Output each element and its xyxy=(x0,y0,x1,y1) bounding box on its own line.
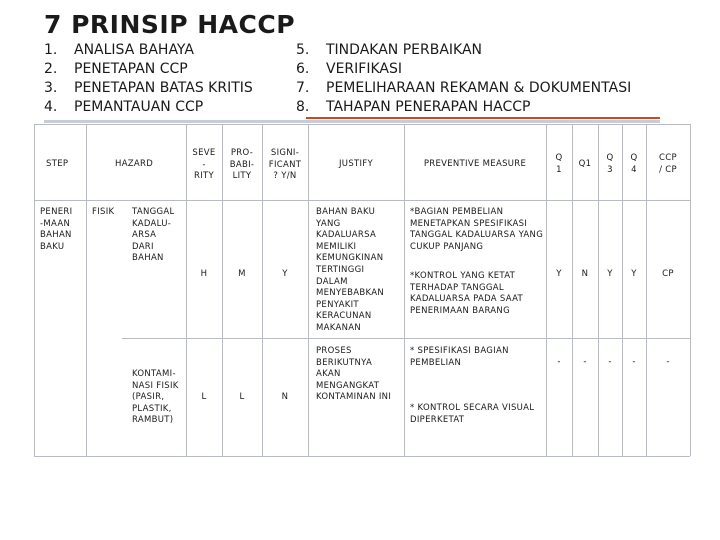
principle-text: ANALISA BAHAYA xyxy=(74,42,194,58)
justify-cell: PROSES BERIKUTNYA AKAN MENGANGKAT KONTAMINAN INI xyxy=(316,346,392,403)
principle-number: 7. xyxy=(296,80,310,96)
q3-cell: Y xyxy=(607,269,613,279)
justify-cell: BAHAN BAKU YANG KADALUARSA MEMILIKI KEMUNGKINAN TERTINGGI DALAM MENYEBABKAN PENYAKIT KERACUNAN MAKANAN xyxy=(316,207,385,333)
principle-text: PENETAPAN CCP xyxy=(74,61,188,77)
principle-number: 2. xyxy=(44,61,58,77)
header-q4: Q 4 xyxy=(630,153,638,175)
principle-number: 5. xyxy=(296,42,310,58)
principle-item xyxy=(296,79,631,98)
principle-item xyxy=(296,60,631,79)
header-significant: SIGNI- FICANT ? Y/N xyxy=(268,148,302,182)
header-severity: SEVE - RITY xyxy=(192,148,216,182)
row-divider xyxy=(122,338,690,339)
title-accent-divider xyxy=(306,117,660,119)
probability-cell: L xyxy=(239,392,245,402)
principle-item xyxy=(296,98,631,117)
q2-cell: N xyxy=(581,269,589,279)
q3-cell: - xyxy=(608,357,612,367)
significant-cell: Y xyxy=(282,269,288,279)
principles-list-right xyxy=(296,41,631,117)
table-border-left xyxy=(34,124,35,456)
principle-item xyxy=(44,41,253,60)
header-q1: Q 1 xyxy=(555,153,563,175)
principle-text: VERIFIKASI xyxy=(326,61,402,77)
column-divider xyxy=(86,124,87,456)
header-q2: Q1 xyxy=(578,159,592,169)
severity-cell: L xyxy=(201,392,207,402)
principles-list-left xyxy=(44,41,253,117)
principle-text: TAHAPAN PENERAPAN HACCP xyxy=(326,99,531,115)
header-hazard: HAZARD xyxy=(115,159,154,169)
principle-number: 8. xyxy=(296,99,310,115)
principle-item xyxy=(296,41,631,60)
hazard-type-cell: FISIK xyxy=(92,207,115,217)
header-step: STEP xyxy=(46,159,69,169)
severity-cell: H xyxy=(200,269,208,279)
principle-number: 6. xyxy=(296,61,310,77)
principle-text: TINDAKAN PERBAIKAN xyxy=(326,42,483,58)
ccp-cell: - xyxy=(666,357,670,367)
q4-cell: Y xyxy=(631,269,637,279)
title-shadow-divider xyxy=(44,120,660,123)
table-border-top xyxy=(34,124,690,125)
page-title: 7 PRINSIP HACCP xyxy=(44,10,296,39)
principle-text: PENETAPAN BATAS KRITIS xyxy=(74,80,253,96)
q2-cell: - xyxy=(583,357,587,367)
principle-number: 3. xyxy=(44,80,58,96)
preventive-cell: * KONTROL SECARA VISUAL DIPERKETAT xyxy=(410,403,535,425)
principle-item xyxy=(44,98,253,117)
header-divider xyxy=(34,200,690,201)
preventive-cell: *KONTROL YANG KETAT TERHADAP TANGGAL KADALUARSA PADA SAAT PENERIMAAN BARANG xyxy=(410,271,524,316)
probability-cell: M xyxy=(238,269,246,279)
principle-text: PEMANTAUAN CCP xyxy=(74,99,204,115)
principle-number: 4. xyxy=(44,99,58,115)
column-divider xyxy=(404,124,405,456)
significant-cell: N xyxy=(281,392,289,402)
step-cell: PENERI -MAAN BAHAN BAKU xyxy=(40,207,73,252)
principle-item xyxy=(44,79,253,98)
principle-text: PEMELIHARAAN REKAMAN & DOKUMENTASI xyxy=(326,80,632,96)
column-divider xyxy=(308,124,309,456)
header-probability: PRO- BABI- LITY xyxy=(229,148,255,182)
column-divider xyxy=(572,124,573,456)
principle-item xyxy=(44,60,253,79)
header-preventive: PREVENTIVE MEASURE xyxy=(423,159,527,169)
header-q3: Q 3 xyxy=(606,153,614,175)
table-border-right xyxy=(690,124,691,456)
header-justify: JUSTIFY xyxy=(338,159,373,169)
table-border-bottom xyxy=(34,456,690,457)
ccp-cell: CP xyxy=(662,269,674,279)
q1-cell: - xyxy=(557,357,561,367)
q1-cell: Y xyxy=(556,269,562,279)
header-ccp: CCP / CP xyxy=(659,153,677,175)
hazard-cell: TANGGAL KADALU- ARSA DARI BAHAN xyxy=(132,207,175,264)
q4-cell: - xyxy=(632,357,636,367)
principle-number: 1. xyxy=(44,42,58,58)
hazard-cell: KONTAMI- NASI FISIK (PASIR, PLASTIK, RAMBUT) xyxy=(132,369,179,426)
preventive-cell: *BAGIAN PEMBELIAN MENETAPKAN SPESIFIKASI TANGGAL KADALUARSA YANG CUKUP PANJANG xyxy=(410,207,544,252)
preventive-cell: * SPESIFIKASI BAGIAN PEMBELIAN xyxy=(410,346,509,368)
